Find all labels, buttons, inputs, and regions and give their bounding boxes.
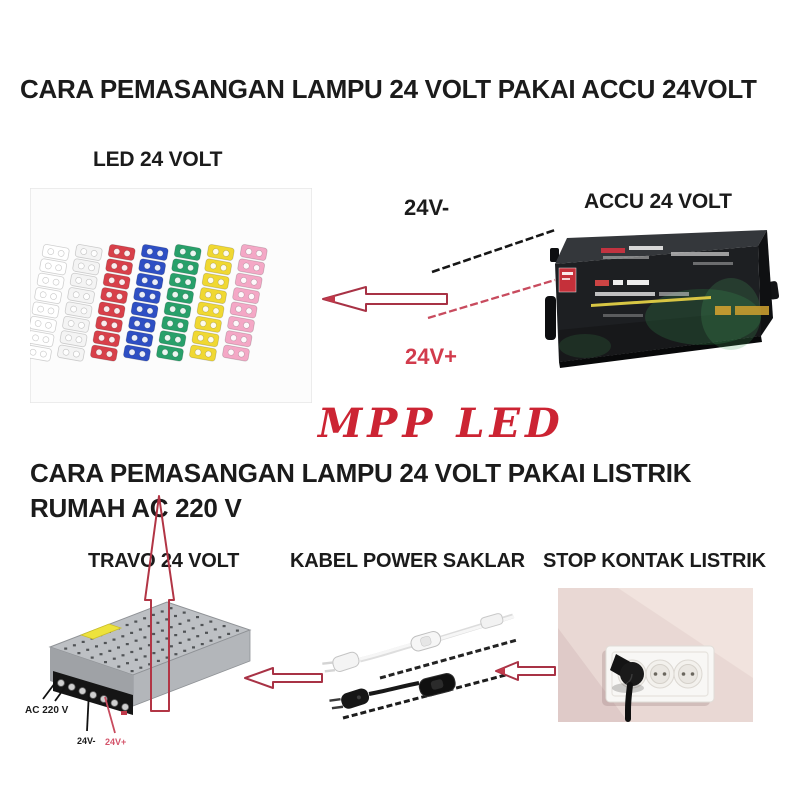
arrow-stopkontak-to-kabel-icon: [494, 657, 558, 685]
travo-red-terminal-mark: [121, 711, 127, 715]
arrow-up-travo-to-ac-icon: [138, 493, 184, 715]
arrow-kabel-to-travo-icon: [243, 663, 325, 693]
stopkontak-photo: [558, 588, 753, 722]
listrik-title-line1: CARA PEMASANGAN LAMPU 24 VOLT PAKAI LISTRIK: [30, 458, 692, 488]
led-label: LED 24 VOLT: [93, 148, 223, 171]
travo-ac-label: AC 220 V: [25, 705, 69, 716]
black-plug: [329, 687, 371, 714]
accu-section-title: CARA PEMASANGAN LAMPU 24 VOLT PAKAI ACCU 24VOLT: [20, 74, 757, 104]
stopkontak-label: STOP KONTAK LISTRIK: [543, 550, 766, 572]
white-plug: [322, 651, 361, 676]
brand-logo-text: MPP LED: [318, 400, 565, 447]
accu-battery-photo: [543, 222, 780, 374]
wire-negative-label: 24V-: [404, 195, 450, 220]
kabel-label: KABEL POWER SAKLAR: [290, 550, 525, 572]
travo-negative-label: 24V-: [77, 736, 96, 746]
wire-positive-label: 24V+: [405, 344, 457, 369]
battery-red-label: [559, 268, 576, 292]
wire-negative-line: [432, 230, 555, 272]
listrik-title-line2: RUMAH AC 220 V: [30, 493, 242, 523]
white-inline-switch: [409, 630, 442, 653]
arrow-battery-to-led-icon: [320, 283, 450, 315]
white-connector: [480, 613, 504, 630]
travo-label: TRAVO 24 VOLT: [88, 550, 240, 572]
black-inline-switch: [418, 672, 457, 698]
led-photo: [30, 188, 312, 403]
accu-label: ACCU 24 VOLT: [584, 190, 732, 213]
black-power-cable: [329, 640, 517, 718]
travo-positive-label: 24V+: [105, 737, 127, 747]
